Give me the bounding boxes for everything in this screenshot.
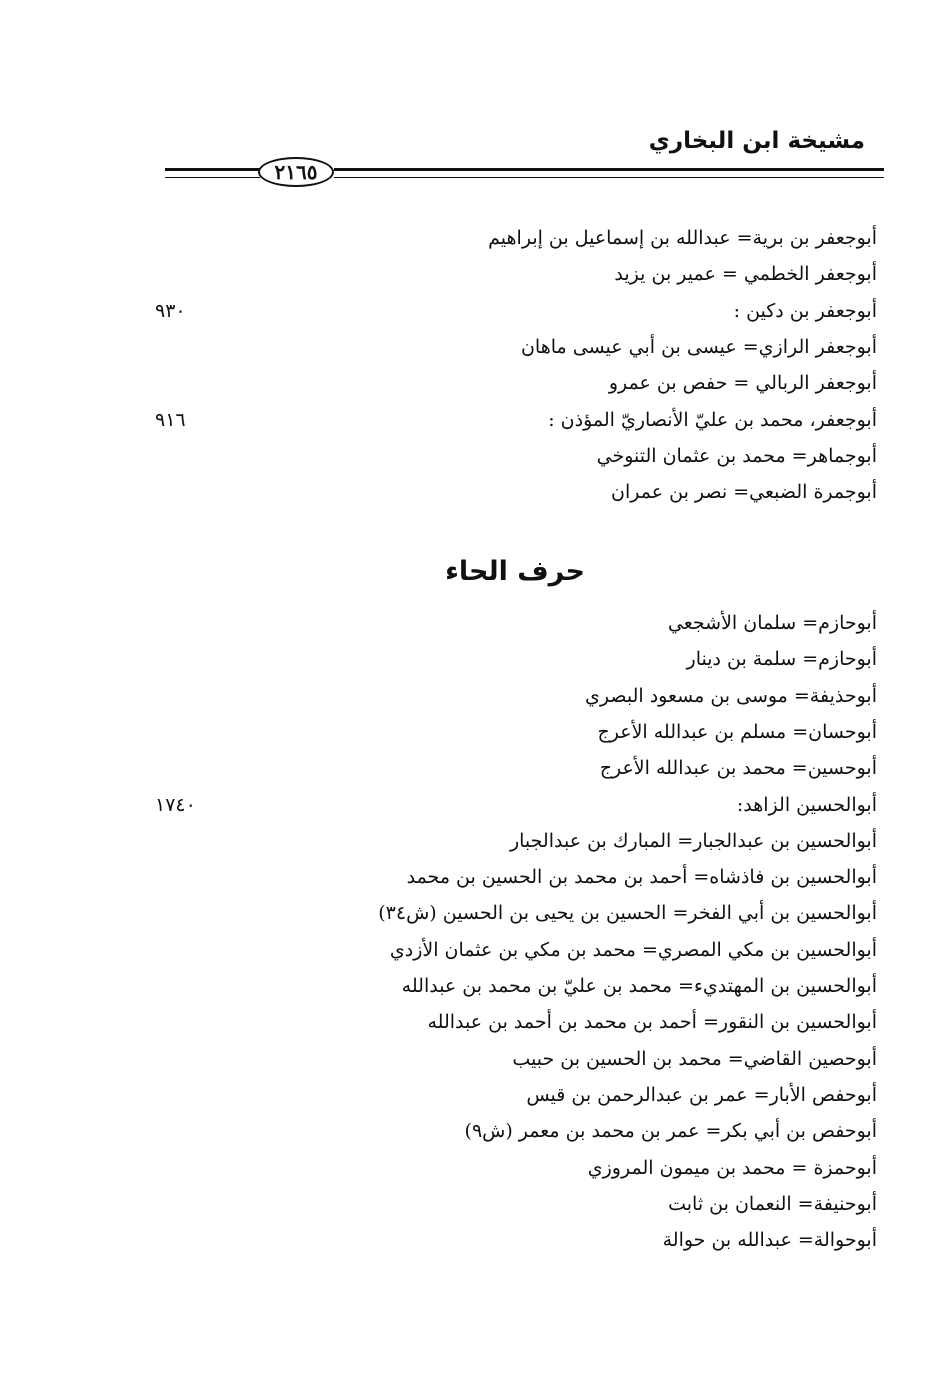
entry-line: أبوالحسين بن المهتديء= محمد بن عليّ بن محمد بن عبدالله (401, 975, 877, 997)
entry-reference-number: ٩١٦ (155, 408, 186, 431)
section-heading: حرف الحاء (445, 556, 585, 587)
entry-line: أبوجمرة الضبعي= نصر بن عمران (611, 481, 877, 504)
entry-line: أبوحسين= محمد بن عبدالله الأعرج (599, 757, 877, 780)
entry-line: أبوجعفر، محمد بن عليّ الأنصاريّ المؤذن : (548, 408, 877, 431)
entry-line: أبوجماهر= محمد بن عثمان التنوخي (596, 444, 877, 467)
entry-line: أبوحفص بن أبي بكر= عمر بن محمد بن معمر (ش٩) (464, 1120, 877, 1143)
entry-reference-number: ٩٣٠ (155, 299, 186, 322)
entry-line: أبوالحسين بن مكي المصري= محمد بن مكي بن عثمان الأزدي (389, 938, 877, 961)
entry-line: أبوحازم= سلمان الأشجعي (667, 612, 877, 634)
entry-line: أبوحوالة= عبدالله بن حوالة (662, 1229, 877, 1252)
entry-line: أبوالحسين بن النقور= أحمد بن محمد بن أحمد بن عبدالله (427, 1011, 877, 1034)
entry-line: أبوالحسين الزاهد: (736, 793, 877, 816)
entry-line: أبوحازم= سلمة بن دينار (686, 648, 877, 671)
header-rule-thick-left (165, 168, 260, 171)
entry-reference-number: ١٧٤٠ (155, 793, 196, 816)
entry-line: أبوحنيفة= النعمان بن ثابت (668, 1192, 877, 1215)
page-number: ٢١٦٥ (258, 157, 334, 187)
entry-line: أبوجعفر الربالي = حفص بن عمرو (608, 372, 877, 395)
entry-line: أبوجعفر بن دكين : (733, 299, 877, 322)
header-rule-thick-right (334, 168, 884, 171)
entry-line: أبوالحسين بن فاذشاه= أحمد بن محمد بن الحسين بن محمد (406, 866, 877, 889)
entry-line: أبوالحسين بن عبدالجبار= المبارك بن عبدالجبار (509, 829, 877, 852)
entry-line: أبوحسان= مسلم بن عبدالله الأعرج (597, 720, 877, 743)
running-header-title: مشيخة ابن البخاري (648, 128, 865, 154)
entry-line: أبوحصين القاضي= محمد بن الحسين بن حبيب (512, 1047, 877, 1070)
entry-line: أبوالحسين بن أبي الفخر= الحسين بن يحيى بن الحسين (ش٣٤) (378, 902, 877, 925)
entry-line: أبوجعفر بن برية= عبدالله بن إسماعيل بن إبراهيم (488, 227, 877, 249)
entry-line: أبوحذيفة= موسى بن مسعود البصري (585, 684, 877, 707)
entry-line: أبوحفص الأبار= عمر بن عبدالرحمن بن قيس (526, 1083, 877, 1106)
entry-line: أبوجعفر الرازي= عيسى بن أبي عيسى ماهان (520, 335, 877, 358)
header-rule-thin-left (165, 177, 260, 178)
entry-line: أبوجعفر الخطمي = عمير بن يزيد (614, 263, 877, 286)
entry-line: أبوحمزة = محمد بن ميمون المروزي (587, 1156, 877, 1179)
header-rule-thin-right (334, 177, 884, 178)
